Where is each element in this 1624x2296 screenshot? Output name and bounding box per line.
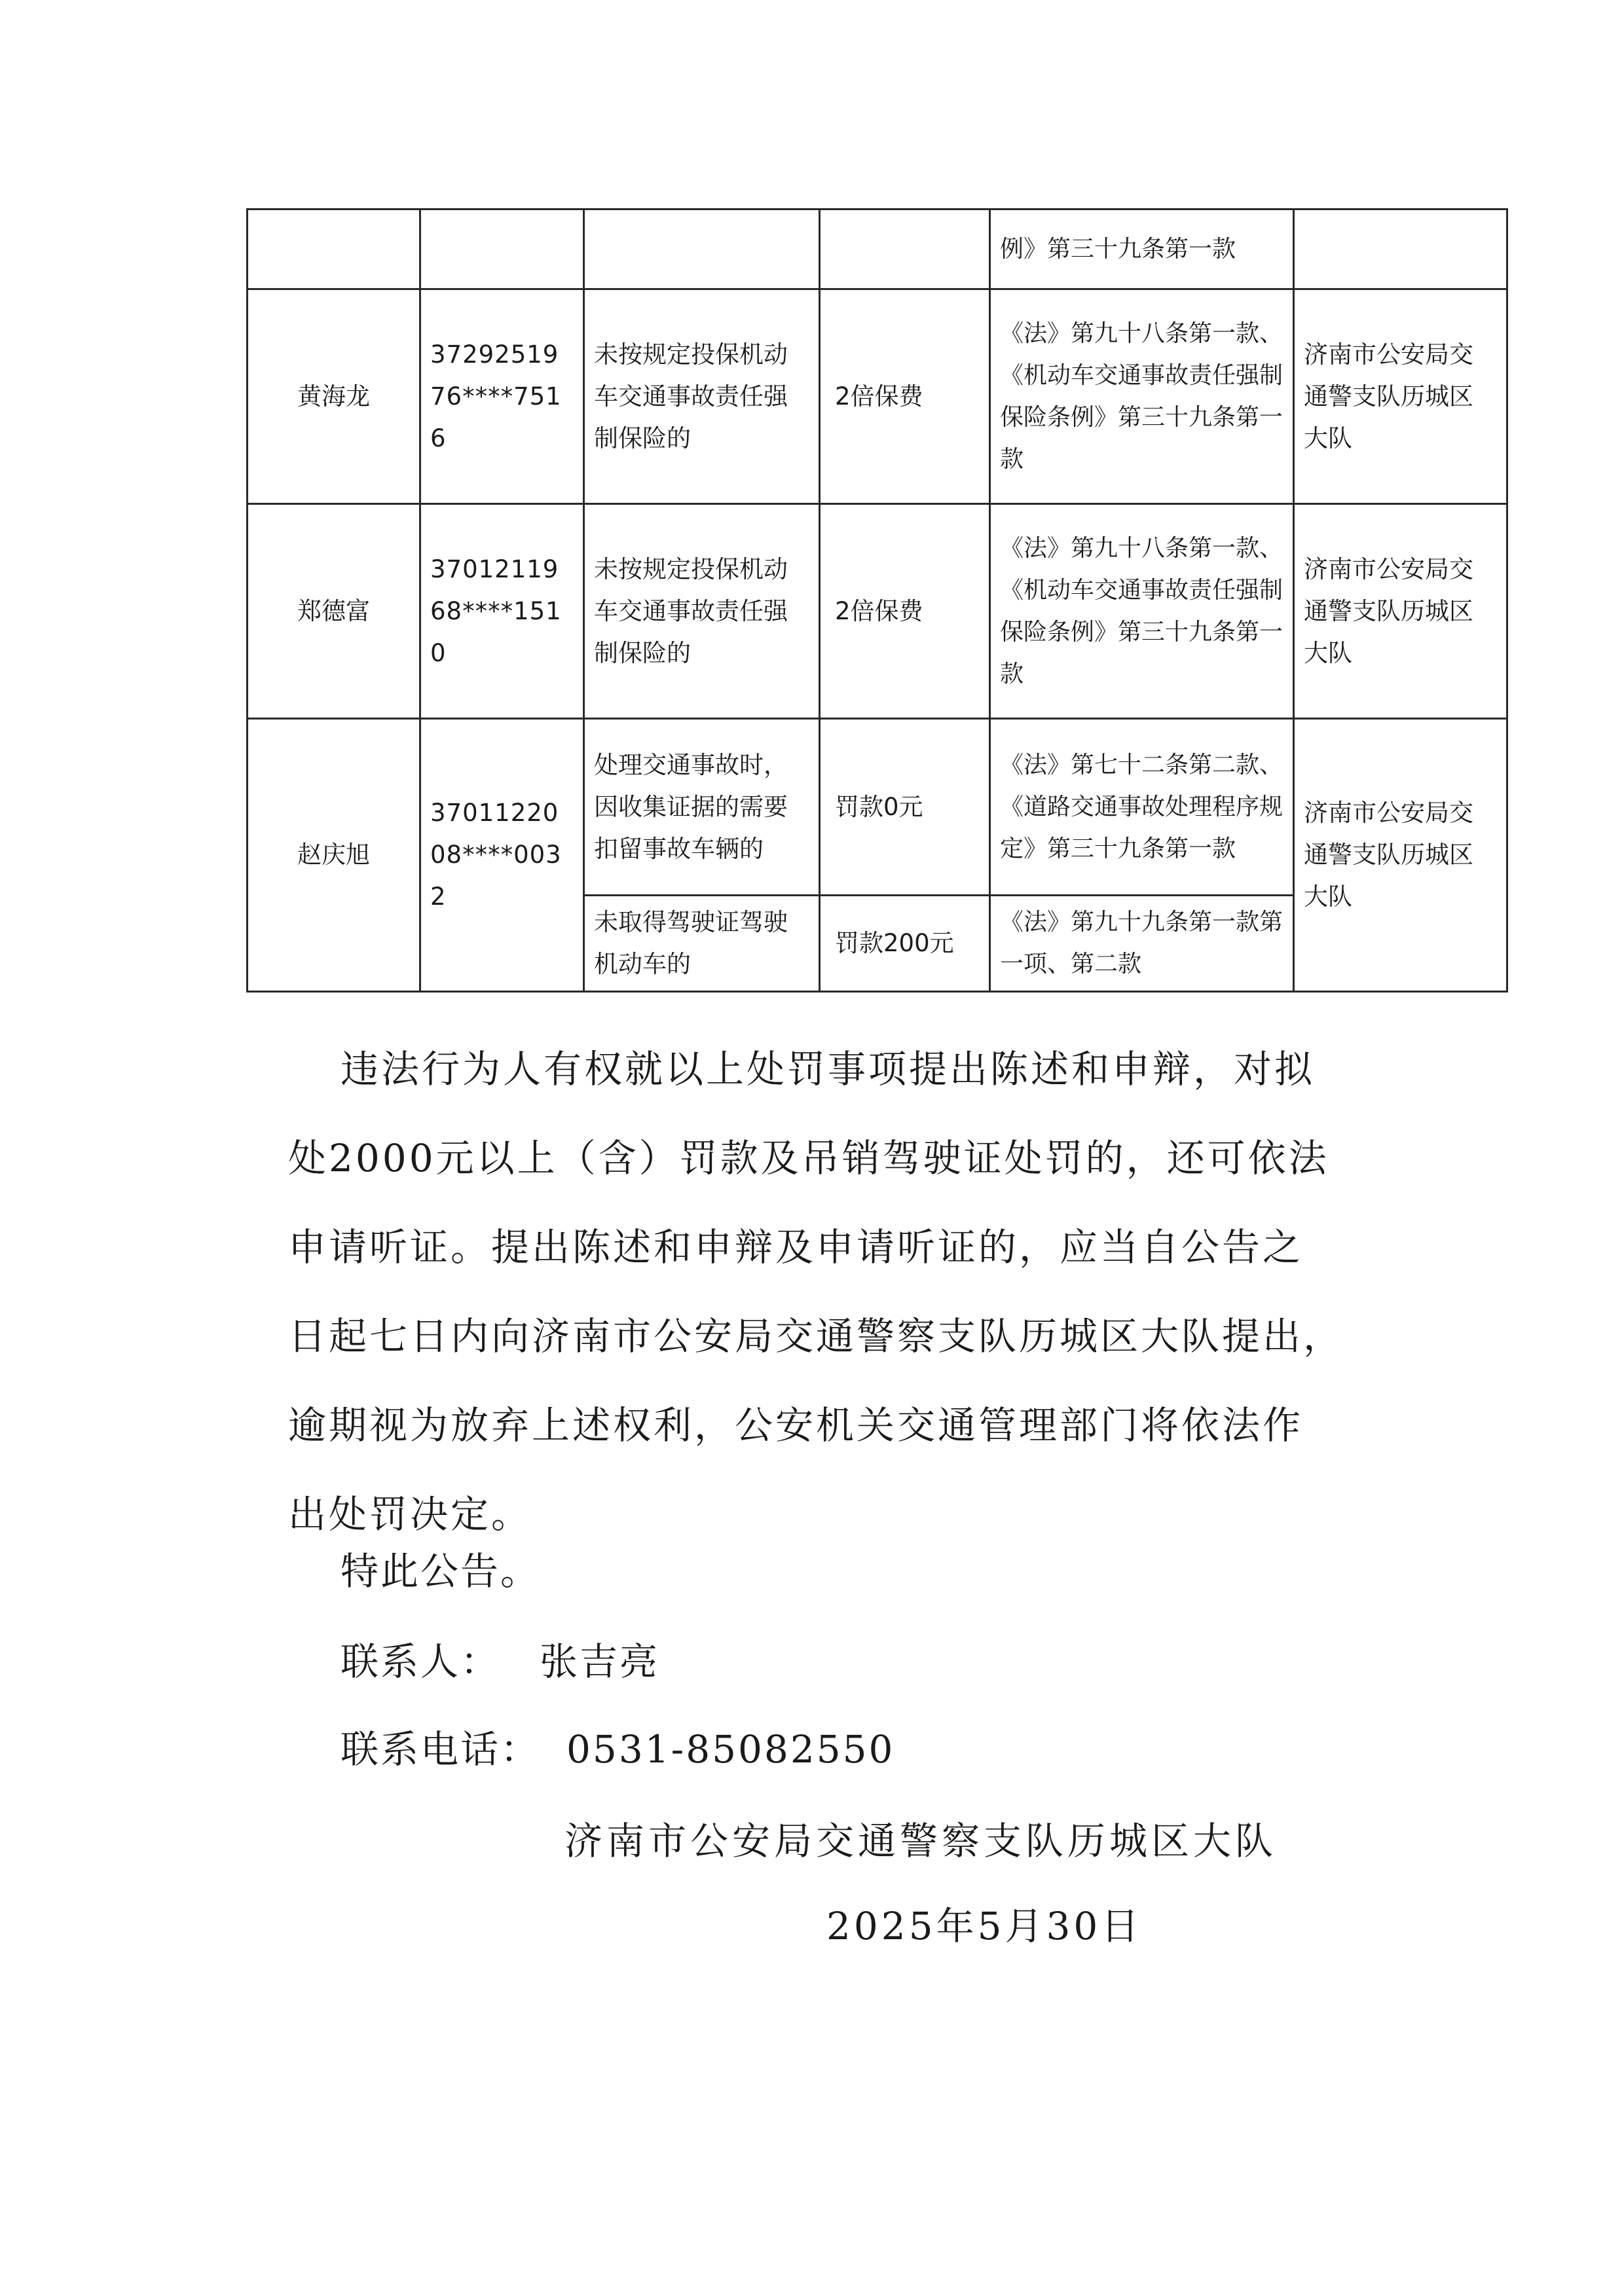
penalty-amount-cell bbox=[820, 210, 990, 289]
notice-line: 出处罚决定。 bbox=[288, 1492, 532, 1537]
closing-statement: 特此公告。 bbox=[341, 1549, 541, 1594]
violation-cell: 未按规定投保机动车交通事故责任强制保险的 bbox=[584, 289, 820, 504]
legal-basis-cell: 《法》第九十八条第一款、《机动车交通事故责任强制保险条例》第三十九条第一款 bbox=[990, 289, 1294, 504]
notice-line: 违法行为人有权就以上处罚事项提出陈述和申辩，对拟 bbox=[341, 1047, 1316, 1091]
name-cell: 赵庆旭 bbox=[248, 719, 420, 992]
notice-line: 处2000元以上（含）罚款及吊销驾驶证处罚的，还可依法 bbox=[288, 1136, 1329, 1180]
signature-date: 2025年5月30日 bbox=[826, 1904, 1143, 1948]
penalty-amount-cell: 罚款200元 bbox=[820, 896, 990, 992]
id-number-cell bbox=[420, 210, 584, 289]
table-row bbox=[248, 289, 1507, 504]
notice-line: 逾期视为放弃上述权利，公安机关交通管理部门将依法作 bbox=[288, 1403, 1304, 1448]
contact-person bbox=[341, 1635, 659, 1688]
contact-phone bbox=[341, 1723, 895, 1776]
legal-basis-cell: 《法》第七十二条第二款、《道路交通事故处理程序规定》第三十九条第一款 bbox=[990, 719, 1294, 896]
penalty-amount-cell: 2倍保费 bbox=[820, 289, 990, 504]
legal-basis-cell: 《法》第九十八条第一款、《机动车交通事故责任强制保险条例》第三十九条第一款 bbox=[990, 504, 1294, 719]
id-number-cell: 3729251976****7516 bbox=[420, 289, 584, 504]
id-number-cell: 3701122008****0032 bbox=[420, 719, 584, 992]
department-cell: 济南市公安局交通警支队历城区大队 bbox=[1294, 504, 1507, 719]
violation-cell bbox=[584, 210, 820, 289]
penalty-amount-cell: 罚款0元 bbox=[820, 719, 990, 896]
phone-label: 联系电话： bbox=[341, 1727, 541, 1772]
contact-name: 张吉亮 bbox=[540, 1639, 660, 1684]
contact-label: 联系人： bbox=[341, 1639, 501, 1684]
department-cell: 济南市公安局交通警支队历城区大队 bbox=[1294, 289, 1507, 504]
id-number-cell: 3701211968****1510 bbox=[420, 504, 584, 719]
table-row bbox=[248, 504, 1507, 719]
name-cell: 郑德富 bbox=[248, 504, 420, 719]
phone-number: 0531-85082550 bbox=[566, 1727, 895, 1772]
name-cell bbox=[248, 210, 420, 289]
notice-line: 申请听证。提出陈述和申辩及申请听证的，应当自公告之 bbox=[288, 1225, 1304, 1269]
notice-line: 日起七日内向济南市公安局交通警察支队历城区大队提出， bbox=[288, 1314, 1344, 1358]
name-cell: 黄海龙 bbox=[248, 289, 420, 504]
department-cell: 济南市公安局交通警支队历城区大队 bbox=[1294, 719, 1507, 992]
table-row bbox=[248, 719, 1507, 896]
violation-cell: 处理交通事故时，因收集证据的需要扣留事故车辆的 bbox=[584, 719, 820, 896]
department-cell bbox=[1294, 210, 1507, 289]
violation-cell: 未按规定投保机动车交通事故责任强制保险的 bbox=[584, 504, 820, 719]
table-row bbox=[248, 210, 1507, 289]
penalty-amount-cell: 2倍保费 bbox=[820, 504, 990, 719]
signature-organization: 济南市公安局交通警察支队历城区大队 bbox=[564, 1819, 1278, 1863]
notice-paragraph bbox=[288, 1025, 1401, 1559]
violation-cell: 未取得驾驶证驾驶机动车的 bbox=[584, 896, 820, 992]
legal-basis-cell: 《法》第九十九条第一款第一项、第二款 bbox=[990, 896, 1294, 992]
legal-basis-cell: 例》第三十九条第一款 bbox=[990, 210, 1294, 289]
penalty-table bbox=[246, 208, 1508, 993]
